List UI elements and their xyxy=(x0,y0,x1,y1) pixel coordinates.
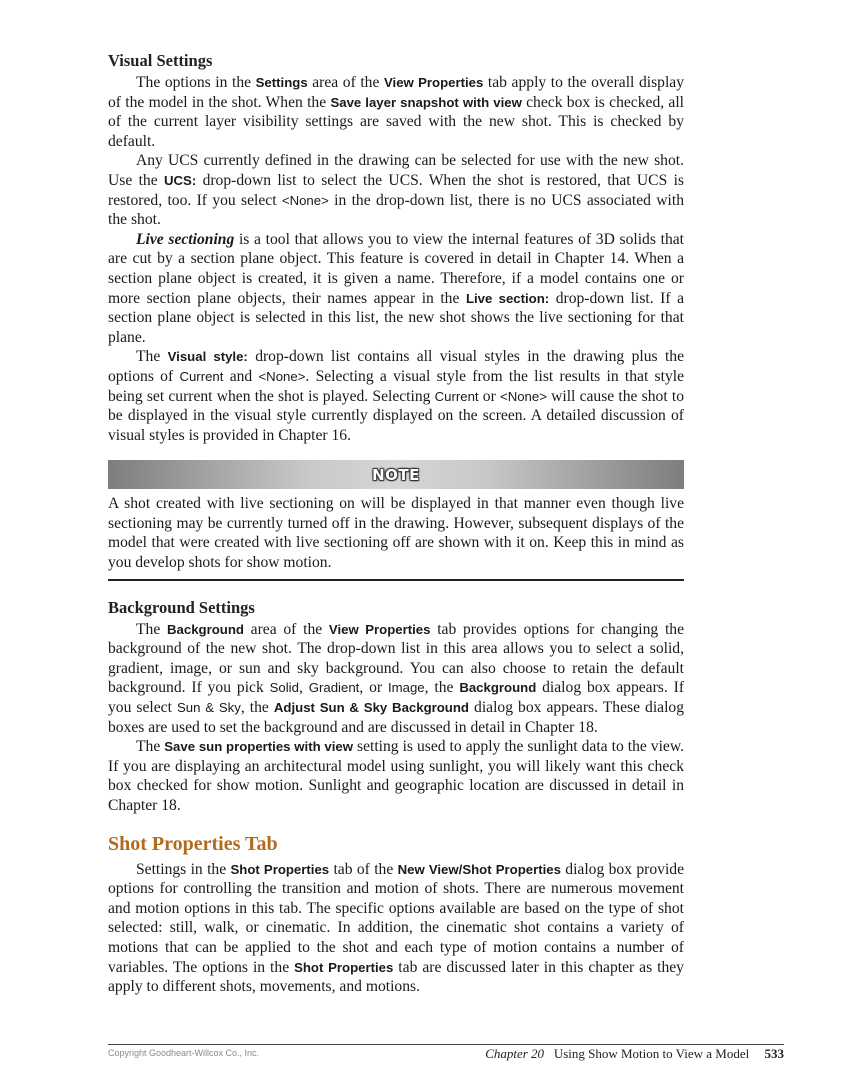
note-text: A shot created with live sectioning on will be displayed in that manner even though live sectioning may be currently turned off in the drawing. However, subsequent displays of the model that were created with live sectioning off are shown with it on. Keep this in mind as you develop shots for show motion. xyxy=(108,495,684,572)
page-number: 533 xyxy=(764,1046,784,1061)
ui-term: View Properties xyxy=(328,621,431,637)
note-body xyxy=(108,489,684,580)
paragraph: The options in the Settings area of the View Properties tab apply to the overall display of the model in the shot. When the Save layer snapshot with view check box is checked, all of the current layer visibility settings are saved with the new shot. This is checked by default. xyxy=(108,74,685,150)
paragraph: The Save sun properties with view setting is used to apply the sunlight data to the view. If you are displaying an architectural model using sunlight, you will likely want this check box checked for show motion. Sunlight and geographic location are discussed in detail in Chapter 18. xyxy=(108,738,684,814)
paragraph: Live sectioning is a tool that allows you to view the internal features of 3D solids that are cut by a section plane object. This feature is covered in detail in Chapter 14. When a section plane object is created, it is given a name. Therefore, if a model contains one or more section plane objects, their names appear in the Live section: drop-down list. If a section plane object is selected in this list, the new shot shows the live sectioning for that plane. xyxy=(108,230,684,346)
ui-term: New View/Shot Properties xyxy=(397,861,561,877)
page-footer xyxy=(108,1044,784,1061)
paragraph: Any UCS currently defined in the drawing can be selected for use with the new shot. Use the UCS: drop-down list to select the UCS. When the shot is restored, that UCS is restored, too. If you select <None> in the drop-down list, there is no UCS associated with the shot. xyxy=(108,152,684,229)
ui-term: Save sun properties with view xyxy=(164,739,353,755)
ui-option: Solid xyxy=(269,680,299,696)
running-footer xyxy=(485,1046,784,1062)
ui-term: Save layer snapshot with view xyxy=(330,94,522,110)
note-banner xyxy=(108,460,684,489)
ui-term: Visual style: xyxy=(167,349,248,365)
ui-term: Adjust Sun & Sky Background xyxy=(273,700,469,716)
ui-term: View Properties xyxy=(383,75,484,90)
ui-option: Sun & Sky xyxy=(176,700,241,716)
ui-term: Background xyxy=(459,680,537,696)
ui-term: UCS: xyxy=(163,172,197,188)
ui-term: Shot Properties xyxy=(294,959,394,975)
paragraph: Settings in the Shot Properties tab of the New View/Shot Properties dialog box provide options for controlling the transition and motion of shots. There are numerous movement and motion options in this tab. The specific options available are based on the type of shot selected: still, walk, or cinematic. In addition, the cinematic shot contains a variety of motions that can be applied to the shot and each type of motion contains a number of variables. The options in the Shot Properties tab are discussed later in this chapter as they apply to different shots, movements, and motions. xyxy=(108,860,684,996)
copyright-text: Copyright Goodheart-Willcox Co., Inc. xyxy=(108,1048,260,1058)
ui-term: Shot Properties xyxy=(230,861,330,877)
paragraph: The Visual style: drop-down list contains all visual styles in the drawing plus the options of Current and <None>. Selecting a visual style from the list results in that style being set current when the shot is played. Selecting Current or <None> will cause the shot to be displayed in the visual style currently displayed on the screen. A detailed discussion of visual styles is provided in Chapter 16. xyxy=(108,348,684,444)
visual-settings-heading: Visual Settings xyxy=(108,51,213,70)
chapter-title: Using Show Motion to View a Model xyxy=(553,1046,750,1061)
ui-option: Current xyxy=(179,368,224,384)
background-settings-heading: Background Settings xyxy=(108,597,255,617)
shot-properties-heading: Shot Properties Tab xyxy=(108,832,278,855)
ui-option: <None> xyxy=(500,388,547,404)
ui-option: <None> xyxy=(258,368,306,384)
note-title: NOTE xyxy=(372,465,420,484)
ui-option: Gradient xyxy=(308,680,360,696)
ui-term: Settings xyxy=(255,75,308,90)
page-content xyxy=(108,50,684,997)
paragraph: The Background area of the View Properties tab provides options for changing the background of the new shot. The drop-down list in this area allows you to select a solid, gradient, image, or sun and sky background. You can also choose to retain the default background. If you pick Solid, Gradient, or Image, the Background dialog box appears. If you select Sun & Sky, the Adjust Sun & Sky Background dialog box appears. These dialog boxes are used to set the background and are discussed in detail in Chapter 18. xyxy=(108,620,685,736)
ui-term: Background xyxy=(167,621,244,637)
ui-option: <None> xyxy=(281,192,329,208)
key-term: Live sectioning xyxy=(136,230,235,248)
ui-option: Current xyxy=(434,388,479,404)
ui-option: Image xyxy=(387,680,425,696)
chapter-label: Chapter 20 xyxy=(485,1046,545,1061)
ui-term: Live section: xyxy=(465,290,550,306)
